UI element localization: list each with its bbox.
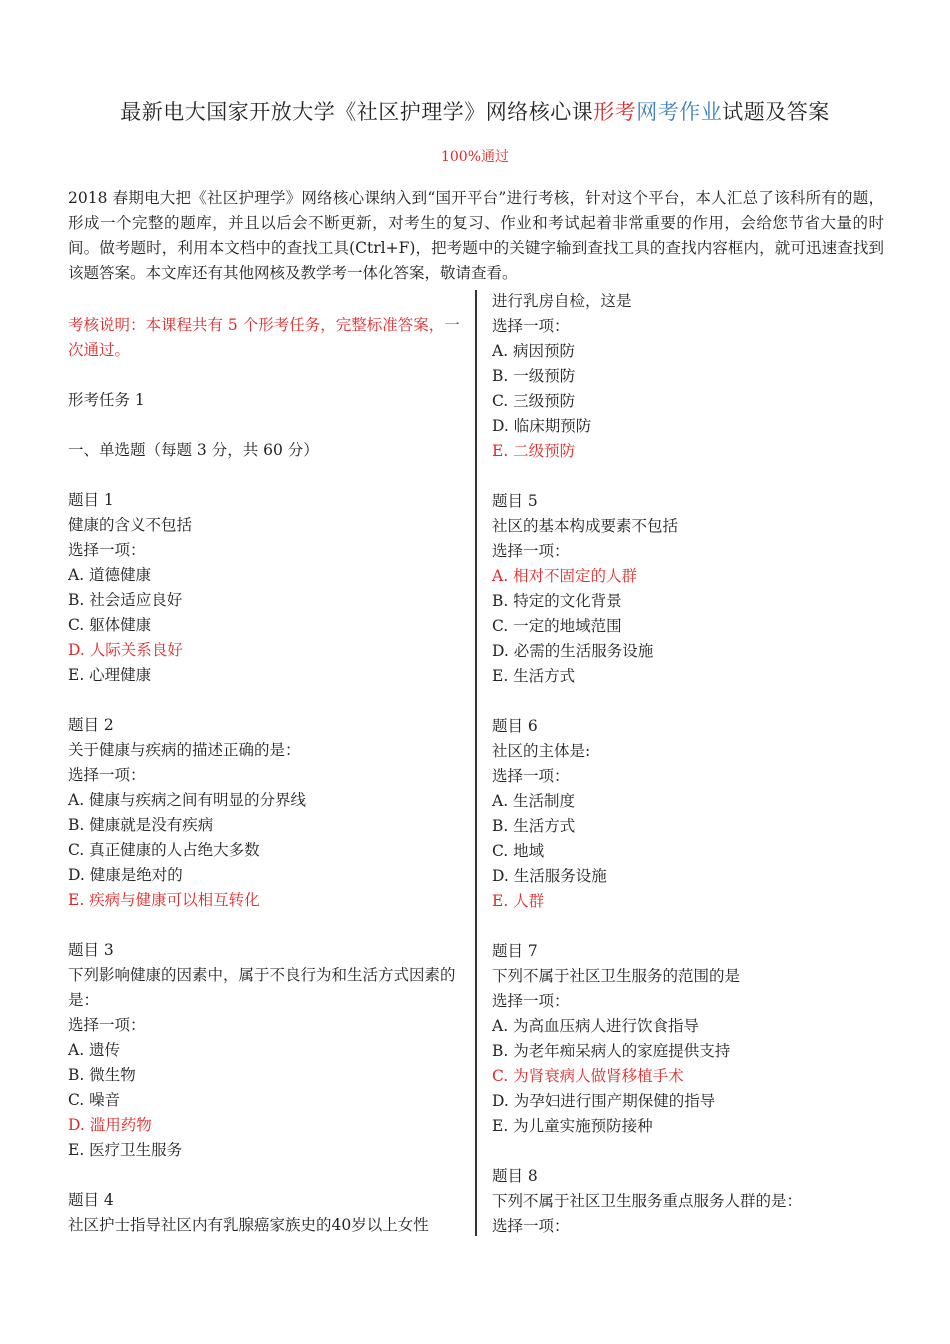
question-8 — [492, 1164, 892, 1239]
option-a: A. 病因预防 — [492, 342, 576, 360]
task-heading: 形考任务 1 — [68, 391, 145, 409]
question-stem: 下列不属于社区卫生服务重点服务人群的是： — [492, 1192, 803, 1210]
left-column — [68, 313, 463, 1238]
question-stem: 下列不属于社区卫生服务的范围的是 — [492, 967, 741, 985]
option-a: A. 生活制度 — [492, 792, 576, 810]
option-c: C. 躯体健康 — [68, 616, 152, 634]
question-prompt: 选择一项： — [492, 1217, 570, 1235]
option-b: B. 微生物 — [68, 1066, 136, 1084]
spacer — [68, 1163, 463, 1188]
spacer — [492, 689, 892, 714]
spacer — [68, 413, 463, 438]
question-4-start — [68, 1188, 463, 1238]
spacer — [492, 464, 892, 489]
option-d: D. 临床期预防 — [492, 417, 592, 435]
spacer — [492, 1139, 892, 1164]
question-stem: 社区的基本构成要素不包括 — [492, 517, 679, 535]
option-a: A. 遗传 — [68, 1041, 121, 1059]
option-a-answer: A. 相对不固定的人群 — [492, 567, 638, 585]
question-title: 题目 3 — [68, 941, 114, 959]
option-c: C. 真正健康的人占绝大多数 — [68, 841, 260, 859]
spacer — [68, 363, 463, 388]
option-c: C. 三级预防 — [492, 392, 576, 410]
option-c: C. 一定的地域范围 — [492, 617, 622, 635]
option-b: B. 一级预防 — [492, 367, 576, 385]
option-d: D. 为孕妇进行围产期保健的指导 — [492, 1092, 716, 1110]
option-a: A. 健康与疾病之间有明显的分界线 — [68, 791, 307, 809]
question-stem: 健康的含义不包括 — [68, 516, 193, 534]
question-prompt: 选择一项： — [492, 992, 570, 1010]
column-divider — [475, 290, 477, 1236]
page-title — [0, 96, 950, 126]
question-title: 题目 4 — [68, 1191, 114, 1209]
question-title: 题目 7 — [492, 942, 538, 960]
option-d: D. 生活服务设施 — [492, 867, 607, 885]
spacer — [68, 688, 463, 713]
option-d: D. 健康是绝对的 — [68, 866, 183, 884]
title-highlight-blue: 网考作业 — [636, 100, 723, 124]
question-title: 题目 8 — [492, 1167, 538, 1185]
question-title: 题目 1 — [68, 491, 114, 509]
option-a: A. 为高血压病人进行饮食指导 — [492, 1017, 700, 1035]
question-prompt: 选择一项： — [492, 317, 570, 335]
section-heading: 一、单选题（每题 3 分，共 60 分） — [68, 441, 319, 459]
assessment-note: 考核说明：本课程共有 5 个形考任务，完整标准答案，一次通过。 — [68, 316, 460, 359]
question-title: 题目 2 — [68, 716, 114, 734]
spacer — [68, 913, 463, 938]
question-6 — [492, 714, 892, 914]
question-prompt: 选择一项： — [68, 766, 146, 784]
question-7 — [492, 939, 892, 1139]
title-main: 最新电大国家开放大学《社区护理学》网络核心课 — [120, 100, 594, 124]
option-b: B. 为老年痴呆病人的家庭提供支持 — [492, 1042, 731, 1060]
option-b: B. 特定的文化背景 — [492, 592, 622, 610]
option-e: E. 心理健康 — [68, 666, 152, 684]
option-c: C. 噪音 — [68, 1091, 121, 1109]
title-highlight-red: 形考 — [593, 100, 637, 124]
question-prompt: 选择一项： — [492, 542, 570, 560]
spacer — [68, 463, 463, 488]
intro-paragraph: 2018 春期电大把《社区护理学》网络核心课纳入到“国开平台”进行考核，针对这个平台，本人汇总了该科所有的题，形成一个完整的题库，并且以后会不断更新，对考生的复习、作业和考试起着非常重要的作用，会给您节省大量的时间。做考题时，利用本文档中的查找工具(Ctrl+F)，把考题中的关键字输到查找工具的查找内容框内，就可迅速查找到该题答案。本文库还有其他网核及教学考一体化答案，敬请查看。 — [68, 189, 884, 282]
spacer — [492, 914, 892, 939]
question-title: 题目 6 — [492, 717, 538, 735]
option-d-answer: D. 人际关系良好 — [68, 641, 183, 659]
question-title: 题目 5 — [492, 492, 538, 510]
option-e: E. 生活方式 — [492, 667, 576, 685]
question-5 — [492, 489, 892, 689]
question-4-continued — [492, 289, 892, 464]
question-stem: 下列影响健康的因素中，属于不良行为和生活方式因素的是： — [68, 966, 456, 1009]
question-2 — [68, 713, 463, 913]
option-e: E. 为儿童实施预防接种 — [492, 1117, 653, 1135]
option-b: B. 健康就是没有疾病 — [68, 816, 214, 834]
option-c: C. 地域 — [492, 842, 545, 860]
question-1 — [68, 488, 463, 688]
question-prompt: 选择一项： — [492, 767, 570, 785]
question-stem: 进行乳房自检，这是 — [492, 292, 632, 310]
option-b: B. 生活方式 — [492, 817, 576, 835]
question-prompt: 选择一项： — [68, 1016, 146, 1034]
page-subtitle: 100%通过 — [440, 149, 510, 165]
question-stem: 社区的主体是: — [492, 742, 591, 760]
right-column — [492, 289, 892, 1239]
option-e-answer: E. 疾病与健康可以相互转化 — [68, 891, 260, 909]
option-a: A. 道德健康 — [68, 566, 152, 584]
title-end: 试题及答案 — [722, 100, 830, 124]
option-e: E. 医疗卫生服务 — [68, 1141, 183, 1159]
question-stem: 关于健康与疾病的描述正确的是： — [68, 741, 301, 759]
option-e-answer: E. 人群 — [492, 892, 545, 910]
option-c-answer: C. 为肾衰病人做肾移植手术 — [492, 1067, 684, 1085]
question-3 — [68, 938, 463, 1163]
option-d-answer: D. 滥用药物 — [68, 1116, 152, 1134]
option-e-answer: E. 二级预防 — [492, 442, 576, 460]
option-b: B. 社会适应良好 — [68, 591, 183, 609]
option-d: D. 必需的生活服务设施 — [492, 642, 654, 660]
question-prompt: 选择一项： — [68, 541, 146, 559]
question-stem: 社区护士指导社区内有乳腺癌家族史的40岁以上女性 — [68, 1216, 429, 1234]
